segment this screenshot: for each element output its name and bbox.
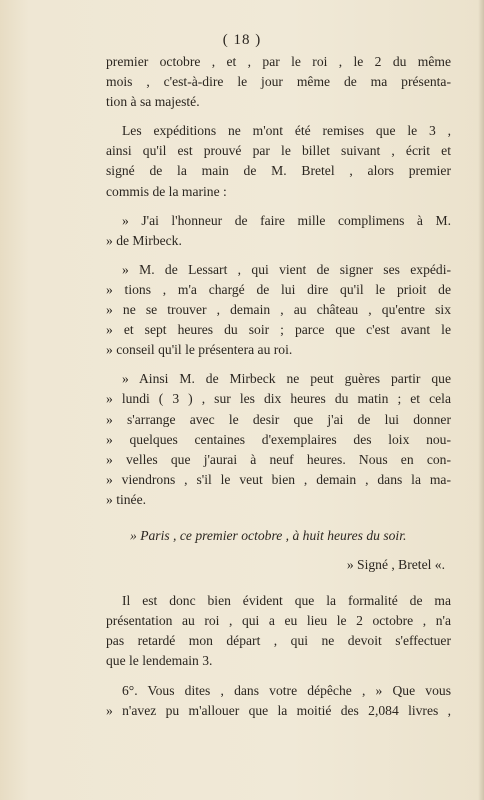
text-line: » tions , m'a chargé de lui dire qu'il le prioit de bbox=[106, 281, 451, 297]
text-line: 6°. Vous dites , dans votre dépêche , » Que vous bbox=[122, 682, 451, 698]
text-line: premier octobre , et , par le roi , le 2 du même bbox=[106, 54, 451, 69]
text-line: » viendrons , s'il le veut bien , demain , dans la ma- bbox=[106, 471, 451, 487]
page-edge-shadow bbox=[478, 0, 484, 800]
text-line: mois , c'est-à-dire le jour même de ma présenta- bbox=[106, 74, 451, 90]
text-line: » ne se trouver , demain , au château , qu'entre six bbox=[106, 302, 451, 318]
text-line: tion à sa majesté. bbox=[106, 94, 200, 110]
text-line: » Signé , Bretel «. bbox=[346, 557, 445, 573]
text-line: présentation au roi , qui a eu lieu le 2 octobre , n'a bbox=[106, 613, 451, 629]
text-line: » quelques centaines d'exemplaires des loix nou- bbox=[106, 431, 451, 447]
paragraph bbox=[106, 121, 451, 201]
letter-date bbox=[106, 526, 451, 546]
paragraph bbox=[106, 681, 451, 721]
text-line: » tinée. bbox=[106, 491, 147, 507]
text-line: » de Mirbeck. bbox=[106, 232, 182, 248]
text-line: ainsi qu'il est prouvé par le billet suivant , écrit et bbox=[106, 143, 451, 159]
quote-paragraph bbox=[106, 260, 451, 360]
quote-paragraph bbox=[106, 369, 451, 510]
letter-signature bbox=[106, 555, 451, 575]
quote-paragraph bbox=[106, 211, 451, 251]
body-text bbox=[106, 52, 451, 721]
text-line: » conseil qu'il le présentera au roi. bbox=[106, 342, 293, 358]
text-line: » Paris , ce premier octobre , à huit heures du soir. bbox=[130, 527, 407, 543]
text-line: Les expéditions ne m'ont été remises que le 3 , bbox=[122, 123, 451, 139]
text-line: » J'ai l'honneur de faire mille complimens à M. bbox=[122, 212, 451, 228]
text-line: » velles que j'aurai à neuf heures. Nous en con- bbox=[106, 451, 451, 467]
page-number: ( 18 ) bbox=[222, 32, 262, 48]
text-line: Il est donc bien évident que la formalité de ma bbox=[122, 593, 451, 609]
text-line: commis de la marine : bbox=[106, 183, 227, 199]
text-line: » M. de Lessart , qui vient de signer ses expédi- bbox=[122, 261, 451, 277]
text-line: » Ainsi M. de Mirbeck ne peut guères partir que bbox=[122, 371, 451, 387]
paragraph bbox=[106, 52, 451, 112]
text-line: pas retardé mon départ , qui ne devoit s'effectuer bbox=[106, 633, 451, 649]
text-line: » lundi ( 3 ) , sur les dix heures du matin ; et cela bbox=[106, 391, 451, 407]
text-line: » n'avez pu m'allouer que la moitié des 2,084 livres , bbox=[106, 702, 451, 718]
paragraph bbox=[106, 591, 451, 671]
text-line: signé de la main de M. Bretel , alors premier bbox=[106, 163, 451, 179]
text-line: » et sept heures du soir ; parce que c'est avant le bbox=[106, 322, 451, 338]
text-line: » s'arrange avec le desir que j'ai de lui donner bbox=[106, 411, 451, 427]
text-line: que le lendemain 3. bbox=[106, 653, 213, 669]
